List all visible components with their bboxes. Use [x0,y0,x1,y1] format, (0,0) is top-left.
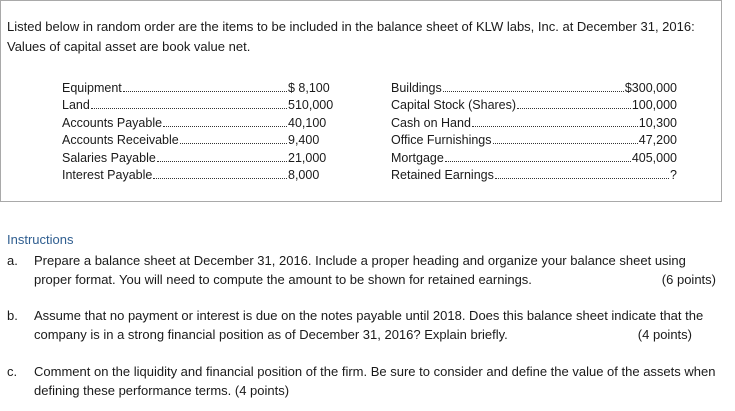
question-letter: a. [7,253,18,268]
left-items-column [62,80,352,184]
dot-leader [180,132,287,144]
list-item [391,80,677,97]
dot-leader [163,115,287,127]
dot-leader [157,150,287,162]
item-amount: 9,400 [288,133,320,148]
question-points: (6 points) [661,272,716,287]
question-body: Prepare a balance sheet at December 31, 2016. Include a proper heading and organize your balance sheet using proper format. You will need to compute the amount to be shown for retained earnings. [34,253,686,287]
item-label: Land [62,98,90,113]
list-item [62,80,352,97]
item-amount: 40,100 [288,115,327,130]
instructions-heading: Instructions [7,232,74,247]
list-item [391,167,677,184]
item-label: Accounts Payable [62,115,163,130]
dot-leader [472,115,638,127]
list-item [391,97,677,114]
list-item [62,150,352,167]
right-items-column [391,80,677,184]
item-label: Accounts Receivable [62,133,179,148]
item-label: Mortgage [391,150,444,165]
dot-leader [445,150,631,162]
question-c [7,362,722,402]
question-body: Comment on the liquidity and financial position of the firm. Be sure to consider and define the value of the assets when defining these performance terms. (4 points) [34,364,716,398]
list-item [391,132,677,149]
question-text [34,306,722,344]
dot-leader [493,132,638,144]
question-body: Assume that no payment or interest is due on the notes payable until 2018. Does this balance sheet indicate that the company is in a strong financial position as of December 31, 2016? Explain briefly. [34,308,704,342]
dot-leader [443,80,624,92]
dot-leader [153,167,287,179]
item-label: Retained Earnings [391,167,494,182]
list-item [62,97,352,114]
list-item [62,167,352,184]
item-amount: ? [670,167,677,182]
question-points: (4 points) [637,327,692,342]
item-amount: 100,000 [631,98,677,113]
item-label: Buildings [391,81,442,95]
item-label: Salaries Payable [62,150,156,165]
item-amount: 47,200 [638,133,677,148]
question-text [34,362,722,400]
problem-intro: Listed below in random order are the items to be included in the balance sheet of KLW labs, Inc. at December 31, 2016: Values of capital asset are book value net. [7,19,695,54]
item-amount: $ 8,100 [288,81,330,95]
question-letter: b. [7,308,18,323]
list-item [62,132,352,149]
item-amount: 21,000 [288,150,327,165]
item-label: Interest Payable [62,167,153,182]
item-amount: 510,000 [288,98,334,113]
item-label: Cash on Hand [391,115,471,130]
dot-leader [123,80,287,92]
question-letter: c. [7,364,18,379]
list-item [391,150,677,167]
list-item [391,115,677,132]
dot-leader [91,97,287,109]
dot-leader [495,167,669,179]
item-label: Equipment [62,81,122,95]
item-label: Office Furnishings [391,133,492,148]
question-text [34,251,722,289]
item-amount: $300,000 [624,81,677,95]
question-a [7,251,722,291]
item-label: Capital Stock (Shares) [391,98,517,113]
item-amount: 405,000 [631,150,677,165]
dot-leader [517,97,631,109]
question-b [7,306,722,346]
list-item [62,115,352,132]
item-amount: 10,300 [638,115,677,130]
item-amount: 8,000 [288,167,320,182]
